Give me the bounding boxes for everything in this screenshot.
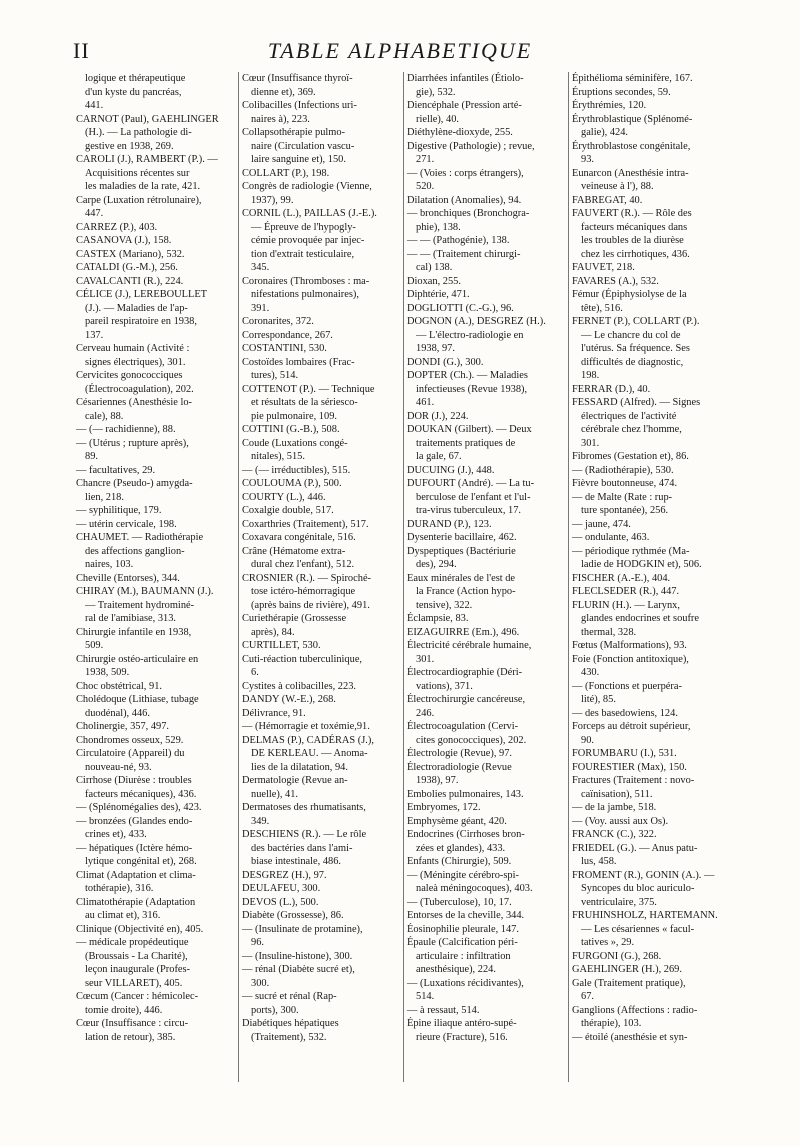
index-entry: Coxavara congénitale, 516. xyxy=(242,532,356,543)
index-entry: Cœcum (Cancer : hémicolec- tomie droite), 446. xyxy=(76,991,199,1016)
index-entry: Diphtérie, 471. xyxy=(407,289,470,300)
index-entry: Digestive (Pathologie) ; revue, 271. xyxy=(407,140,535,165)
index-entry: — (Insuline-histone), 300. xyxy=(242,950,353,962)
index-entry: DEVOS (L.), 500. xyxy=(242,896,319,908)
index-entry: Coude (Luxations congé- nitales), 515. xyxy=(242,437,348,462)
page-header xyxy=(0,0,800,70)
index-entry: — médicale propédeutique (Broussais - La Charité), leçon inaugurale (Profes- seur VILLARET), 405. xyxy=(76,937,191,989)
index-entry: Électrocardiographie (Déri- vations), 371. xyxy=(407,667,523,692)
index-entry: COTTENOT (P.). — Technique et résultats de la sériesco- pie pulmonaire, 109. xyxy=(242,383,375,422)
index-entry: DUFOURT (André). — La tu- berculose de l'enfant et l'ul- tra-virus tuberculeux, 17. xyxy=(407,478,535,516)
index-entry: Crâne (Hématome extra- dural chez l'enfant), 512. xyxy=(242,545,355,570)
index-entry: DOR (J.), 224. xyxy=(407,410,469,422)
index-entry: Curiethérapie (Grossesse après), 84. xyxy=(242,613,347,638)
index-entry: Dermatologie (Revue an- nuelle), 41. xyxy=(242,775,348,800)
index-entry: Fémur (Épiphysiolyse de la tête), 516. xyxy=(572,289,687,314)
index-entry: — (Fonctions et puerpéra- lité), 85. xyxy=(572,680,682,705)
index-entry: Fièvre boutonneuse, 474. xyxy=(572,478,678,489)
index-entry: CHIRAY (M.), BAUMANN (J.). — Traitement hydrominé- ral de l'amibiase, 313. xyxy=(76,586,214,624)
index-entry: FLURIN (H.). — Larynx, glandes endocrines et soufre thermal, 328. xyxy=(572,599,700,638)
index-entry: Endocrines (Cirrhoses bron- zées et glandes), 433. xyxy=(407,829,525,854)
index-entry: Dilatation (Anomalies), 94. xyxy=(407,194,522,206)
index-entry: Électrologie (Revue), 97. xyxy=(407,748,513,759)
index-entry: Coronaires (Thromboses : ma- nifestations pulmonaires), 391. xyxy=(242,275,370,314)
index-entry: CORNIL (L.), PAILLAS (J.-E.). — Épreuve de l'hypogly- cémie provoquée par injec- tion d'extrait testiculaire, 345. xyxy=(242,208,377,273)
index-entry: Cerveau humain (Activité : signes électriques), 301. xyxy=(76,343,190,368)
index-entry: Cuti-réaction tuberculinique, 6. xyxy=(242,653,363,678)
index-entry: Cirrhose (Diurèse : troubles facteurs mécaniques), 436. xyxy=(76,775,197,800)
index-entry: — à ressaut, 514. xyxy=(407,1004,480,1016)
index-entry: COURTY (L.), 446. xyxy=(242,491,326,503)
index-entry: Fibromes (Gestation et), 86. xyxy=(572,451,689,462)
index-entry: Diencéphale (Pression arté- rielle), 40. xyxy=(407,100,522,125)
index-entry: Dysenterie bacillaire, 462. xyxy=(407,532,517,543)
index-entry: FERRAR (D.), 40. xyxy=(572,383,651,395)
index-entry: FLECLSEDER (R.), 447. xyxy=(572,586,680,597)
index-entry: DANDY (W.-E.), 268. xyxy=(242,694,336,705)
index-entry: FAVARES (A.), 532. xyxy=(572,275,659,287)
index-entry: CATALDI (G.-M.), 256. xyxy=(76,262,178,273)
index-entry: Électricité cérébrale humaine, 301. xyxy=(407,640,532,665)
index-entry: Forceps au détroit supérieur, 90. xyxy=(572,721,691,746)
index-entry: — ondulante, 463. xyxy=(572,532,650,543)
index-entry: Collapsothérapie pulmo- naire (Circulation vascu- laire sanguine et), 150. xyxy=(242,127,355,165)
index-entry: Climat (Adaptation et clima- tothérapie), 316. xyxy=(76,869,196,894)
index-entry: COULOUMA (P.), 500. xyxy=(242,478,342,489)
index-entry: Cœur (Insuffisance thyroï- dienne et), 369. xyxy=(242,73,353,98)
index-entry: — — (Pathogénie), 138. xyxy=(407,235,510,246)
index-entry: — (Utérus ; rupture après), 89. xyxy=(76,437,189,462)
index-entry: Épithélioma séminifère, 167. xyxy=(572,73,693,84)
index-entry: DOGNON (A.), DESGREZ (H.). — L'électro-radiologie en 1938, 97. xyxy=(407,316,546,354)
index-columns xyxy=(73,72,733,1082)
index-entry: Chirurgie infantile en 1938, 509. xyxy=(76,626,192,651)
index-entry: Enfants (Chirurgie), 509. xyxy=(407,856,512,867)
page-number: II xyxy=(73,38,90,63)
index-entry: COSTANTINI, 530. xyxy=(242,343,327,354)
index-entry: — (Radiothérapie), 530. xyxy=(572,464,674,476)
index-entry: Chirurgie ostéo-articulaire en 1938, 509. xyxy=(76,653,199,678)
index-entry: DONDI (G.), 300. xyxy=(407,356,484,368)
index-entry: FORUMBARU (I.), 531. xyxy=(572,748,677,759)
index-entry: Électrochirurgie cancéreuse, 246. xyxy=(407,694,526,719)
index-entry: — (Hémorragie et toxémie,91. xyxy=(242,721,370,732)
index-entry: — (Méningite cérébro-spi- naleà méningocoques), 403. xyxy=(407,869,533,894)
index-entry: — (— irréductibles), 515. xyxy=(242,464,351,476)
index-entry: Diéthylène-dioxyde, 255. xyxy=(407,127,513,138)
index-entry: — (Insulinate de protamine), 96. xyxy=(242,923,363,948)
index-entry: CASTEX (Mariano), 532. xyxy=(76,248,185,260)
index-entry: Congrès de radiologie (Vienne, 1937), 99. xyxy=(242,181,372,206)
index-entry: — jaune, 474. xyxy=(572,518,631,530)
index-entry: — hépatiques (Ictère hémo- lytique congénital et), 268. xyxy=(76,842,197,867)
index-entry: Césariennes (Anesthésie lo- cale), 88. xyxy=(76,397,192,422)
index-entry: Éosinophilie pleurale, 147. xyxy=(407,923,519,935)
index-entry: — périodique rythmée (Ma- ladie de HODGKIN et), 506. xyxy=(572,545,702,570)
index-entry: — syphilitique, 179. xyxy=(76,505,162,516)
index-entry: Gale (Traitement pratique), 67. xyxy=(572,977,686,1002)
index-entry: Coxarthries (Traitement), 517. xyxy=(242,518,369,530)
index-entry: — rénal (Diabète sucré et), 300. xyxy=(242,964,355,989)
index-entry: — (Luxations récidivantes), 514. xyxy=(407,977,524,1002)
index-entry: Embryomes, 172. xyxy=(407,802,481,813)
index-entry: FROMENT (R.), GONIN (A.). — Syncopes du bloc auriculo- ventriculaire, 375. xyxy=(572,869,715,908)
index-entry: Costoïdes lombaires (Frac- tures), 514. xyxy=(242,356,355,381)
index-entry: Coxalgie double, 517. xyxy=(242,505,334,516)
index-entry: Électrocoagulation (Cervi- cites gonococciques), 202. xyxy=(407,721,527,746)
index-column-4 xyxy=(568,72,733,1082)
index-entry: — sucré et rénal (Rap- ports), 300. xyxy=(242,991,337,1016)
index-entry: — (— rachidienne), 88. xyxy=(76,424,176,435)
index-entry: CASANOVA (J.), 158. xyxy=(76,235,172,246)
index-entry: — (Voy. aussi aux Os). xyxy=(572,815,669,827)
index-entry: Diarrhées infantiles (Étiolo- gie), 532. xyxy=(407,73,524,98)
index-entry: Carpe (Luxation rétrolunaire), 447. xyxy=(76,194,202,219)
index-entry: Correspondance, 267. xyxy=(242,329,333,341)
index-entry: Clinique (Objectivité en), 405. xyxy=(76,923,204,935)
index-entry: Colibacilles (Infections uri- naires à), 223. xyxy=(242,100,357,125)
index-entry: — de Malte (Rate : rup- ture spontanée), 256. xyxy=(572,491,673,516)
index-entry: FABREGAT, 40. xyxy=(572,194,643,206)
index-column-3 xyxy=(403,72,568,1082)
index-entry: DUCUING (J.), 448. xyxy=(407,464,495,476)
index-entry: Climatothérapie (Adaptation au climat et), 316. xyxy=(76,896,196,921)
index-entry: FISCHER (A.-E.), 404. xyxy=(572,572,671,584)
index-entry: CARNOT (Paul), GAEHLINGER (H.). — La pathologie di- gestive en 1938, 269. xyxy=(76,113,219,152)
index-entry: Eaux minérales de l'est de la France (Action hypo- tensive), 322. xyxy=(407,572,516,611)
index-entry: — — (Traitement chirurgi- cal) 138. xyxy=(407,248,521,273)
index-entry: — des basedowiens, 124. xyxy=(572,707,678,719)
index-entry: Dyspeptiques (Bactériurie des), 294. xyxy=(407,545,516,570)
index-entry: Emphysème géant, 420. xyxy=(407,815,507,827)
index-entry: EIZAGUIRRE (Em.), 496. xyxy=(407,626,520,638)
index-entry: GAEHLINGER (H.), 269. xyxy=(572,964,682,975)
index-entry: FAUVERT (R.). — Rôle des facteurs mécaniques dans les troubles de la diurèse chez les cirrhotiques, 436. xyxy=(572,208,692,260)
index-entry: CURTILLET, 530. xyxy=(242,640,321,651)
index-entry: Foie (Fonction antitoxique), 430. xyxy=(572,653,689,678)
index-entry: Diabétiques hépatiques (Traitement), 532. xyxy=(242,1018,339,1043)
index-entry: Cheville (Entorses), 344. xyxy=(76,572,180,584)
index-entry: Eunarcon (Anesthésie intra- veineuse à l'), 88. xyxy=(572,167,689,192)
index-entry: FAUVET, 218. xyxy=(572,262,635,273)
index-entry: Épine iliaque antéro-supé- rieure (Fracture), 516. xyxy=(407,1018,517,1043)
index-entry: DOPTER (Ch.). — Maladies infectieuses (Revue 1938), 461. xyxy=(407,370,528,408)
index-entry: Éclampsie, 83. xyxy=(407,613,469,624)
index-entry: — (Voies : corps étrangers), 520. xyxy=(407,167,524,192)
index-entry: Cœur (Insuffisance : circu- lation de retour), 385. xyxy=(76,1018,189,1043)
index-entry: DESGREZ (H.), 97. xyxy=(242,869,327,881)
index-entry: DOUKAN (Gilbert). — Deux traitements pratiques de la gale, 67. xyxy=(407,424,532,462)
index-entry: Circulatoire (Appareil) du nouveau-né, 93. xyxy=(76,748,185,773)
index-entry: DURAND (P.), 123. xyxy=(407,518,492,530)
index-entry: FURGONI (G.), 268. xyxy=(572,950,662,962)
index-entry: Fœtus (Malformations), 93. xyxy=(572,640,687,651)
index-entry: DESCHIENS (R.). — Le rôle des bactéries dans l'ami- biase intestinale, 486. xyxy=(242,829,367,867)
index-column-1 xyxy=(73,72,238,1082)
index-entry: — bronchiques (Bronchogra- phie), 138. xyxy=(407,208,530,233)
index-entry: FRIEDEL (G.). — Anus patu- lus, 458. xyxy=(572,842,698,867)
index-entry: FRANCK (C.), 322. xyxy=(572,829,657,840)
index-entry: CROSNIER (R.). — Spiroché- tose ictéro-hémorragique (après bains de rivière), 491. xyxy=(242,572,372,611)
index-entry: FRUHINSHOLZ, HARTEMANN. — Les césariennes « facul- tatives », 29. xyxy=(572,910,718,948)
index-entry: Cystites à colibacilles, 223. xyxy=(242,680,356,692)
index-entry: CAROLI (J.), RAMBERT (P.). — Acquisitions récentes sur les maladies de la rate, 421. xyxy=(76,154,218,192)
index-entry: DELMAS (P.), CADÉRAS (J.), DE KERLEAU. — Anoma- lies de la dilatation, 94. xyxy=(242,734,374,773)
index-entry: Ganglions (Affections : radio- thérapie), 103. xyxy=(572,1004,698,1029)
index-entry: Chancre (Pseudo-) amygda- lien, 218. xyxy=(76,478,193,503)
index-entry: COLLART (P.), 198. xyxy=(242,167,330,179)
index-entry: CAVALCANTI (R.), 224. xyxy=(76,275,184,287)
index-entry: Cholédoque (Lithiase, tubage duodénal), 446. xyxy=(76,694,199,719)
index-entry: CARREZ (P.), 403. xyxy=(76,221,158,233)
index-entry: Dermatoses des rhumatisants, 349. xyxy=(242,802,366,827)
index-entry: — bronzées (Glandes endo- crines et), 433. xyxy=(76,815,193,840)
index-entry: Épaule (Calcification péri- articulaire : infiltration anesthésique), 224. xyxy=(407,937,518,975)
index-entry: — de la jambe, 518. xyxy=(572,802,657,813)
index-entry: CHAUMET. — Radiothérapie des affections ganglion- naires, 103. xyxy=(76,532,204,570)
index-entry: COTTINI (G.-B.), 508. xyxy=(242,424,340,435)
index-entry: — (Splénomégalies des), 423. xyxy=(76,802,202,813)
index-entry: Fractures (Traitement : novo- caïnisation), 511. xyxy=(572,775,695,800)
index-column-2 xyxy=(238,72,403,1082)
index-entry: Érythroblastose congénitale, 93. xyxy=(572,140,691,165)
index-entry: DEULAFEU, 300. xyxy=(242,883,321,894)
index-entry: Chondromes osseux, 529. xyxy=(76,734,184,746)
index-entry: — étoilé (anesthésie et syn- xyxy=(572,1031,688,1043)
index-entry: Entorses de la cheville, 344. xyxy=(407,910,525,921)
index-entry: Embolies pulmonaires, 143. xyxy=(407,788,524,800)
index-entry: FOURESTIER (Max), 150. xyxy=(572,761,687,773)
index-entry: FESSARD (Alfred). — Signes électriques de l'activité cérébrale chez l'homme, 301. xyxy=(572,397,701,449)
running-title: TABLE ALPHABETIQUE xyxy=(267,38,533,63)
index-entry: Dioxan, 255. xyxy=(407,275,461,287)
index-entry: Coronarites, 372. xyxy=(242,316,314,327)
index-entry: Diabète (Grossesse), 86. xyxy=(242,910,344,921)
index-entry: Érythrémies, 120. xyxy=(572,100,647,111)
index-entry: FERNET (P.), COLLART (P.). — Le chancre du col de l'utérus. Sa fréquence. Ses difficultés de diagnostic, 198. xyxy=(572,316,700,381)
index-entry: Électroradiologie (Revue 1938), 97. xyxy=(407,761,512,786)
index-entry: Érythroblastique (Splénomé- galie), 424. xyxy=(572,113,693,138)
index-entry: CÉLICE (J.), LEREBOULLET (J.). — Maladies de l'ap- pareil respiratoire en 1938, 137. xyxy=(76,289,208,341)
index-entry: Cervicites gonococciques (Électrocoagulation), 202. xyxy=(76,370,194,395)
index-entry: Délivrance, 91. xyxy=(242,707,306,719)
index-entry: logique et thérapeutique d'un kyste du pancréas, 441. xyxy=(85,73,186,111)
index-entry: — facultatives, 29. xyxy=(76,464,156,476)
index-entry: DOGLIOTTI (C.-G.), 96. xyxy=(407,302,514,314)
index-entry: — utérin cervicale, 198. xyxy=(76,518,177,530)
index-entry: — (Tuberculose), 10, 17. xyxy=(407,896,512,908)
index-entry: Éruptions secondes, 59. xyxy=(572,86,671,98)
index-entry: Cholinergie, 357, 497. xyxy=(76,721,170,732)
index-entry: Choc obstétrical, 91. xyxy=(76,680,162,692)
